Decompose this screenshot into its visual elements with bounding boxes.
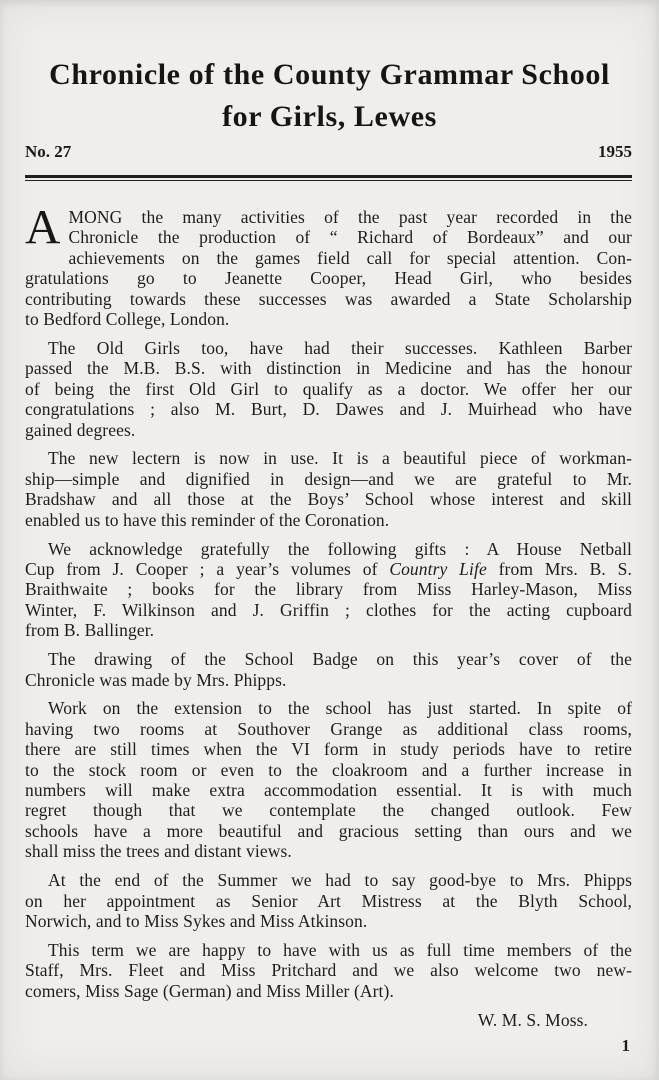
text-line: shall miss the trees and distant views.: [25, 841, 292, 862]
article-body: [25, 199, 632, 1030]
paragraph: [25, 698, 632, 861]
text-line: congratulations ; also M. Burt, D. Dawes and J. Muirhead who have: [25, 399, 632, 420]
text-line: gained degrees.: [25, 419, 136, 440]
text-line: of being the first Old Girl to qualify as a doctor. We offer her our: [25, 378, 632, 399]
paragraph: [25, 940, 632, 1001]
paragraph: [25, 870, 632, 931]
text-line: having two rooms at Southover Grange as additional class rooms,: [25, 718, 632, 739]
issue-number: No. 27: [25, 142, 72, 161]
issue-year: 1955: [598, 142, 632, 161]
title-line-1: Chronicle of the County Grammar School: [49, 58, 610, 91]
text-line: The drawing of the School Badge on this year’s cover of the: [48, 649, 632, 670]
text-line: to Bedford College, London.: [25, 309, 230, 330]
drop-cap: A: [25, 199, 61, 254]
text-line: Staff, Mrs. Fleet and Miss Pritchard and we also welcome two new-: [25, 960, 632, 981]
text-line: on her appointment as Senior Art Mistress at the Blyth School,: [25, 890, 632, 911]
paragraph: [25, 448, 632, 530]
text-line: We acknowledge gratefully the following gifts : A House Netball: [48, 538, 632, 559]
text-line: from B. Ballinger.: [25, 620, 155, 641]
text-line: numbers will make extra accommodation essential. It is with much: [25, 780, 632, 801]
text-line: achievements on the games field call for special attention. Con-: [68, 247, 632, 268]
text-segment: Cup from J. Cooper ; a year’s volumes of: [25, 559, 390, 579]
text-line: contributing towards these successes was awarded a State Scholarship: [25, 288, 632, 309]
text-line: gratulations go to Jeanette Cooper, Head Girl, who besides: [25, 268, 632, 289]
text-line: Chronicle the production of “ Richard of Bordeaux” and our: [68, 227, 632, 248]
text-line: there are still times when the VI form in study periods have to retire: [25, 739, 632, 760]
text-line: [25, 559, 632, 579]
paragraph: [25, 338, 632, 440]
text-line: schools have a more beautiful and gracious setting than ours and we: [25, 820, 632, 841]
text-line: passed the M.B. B.S. with distinction in Medicine and has the honour: [25, 358, 632, 379]
publication-title: [0, 54, 659, 138]
publication-name-italic: Country Life: [389, 559, 487, 579]
double-rule: [25, 175, 632, 181]
text-line: comers, Miss Sage (German) and Miss Miller (Art).: [25, 980, 394, 1001]
text-line: to the stock room or even to the cloakroom and a further increase in: [25, 759, 632, 780]
text-line: Chronicle was made by Mrs. Phipps.: [25, 669, 287, 690]
text-line: Braithwaite ; books for the library from Miss Harley-Mason, Miss: [25, 579, 632, 600]
paragraph: [25, 199, 632, 330]
text-line: The new lectern is now in use. It is a beautiful piece of workman-: [48, 448, 632, 469]
text-line: enabled us to have this reminder of the Coronation.: [25, 509, 390, 530]
text-line: Bradshaw and all those at the Boys’ School whose interest and skill: [25, 489, 632, 510]
text-line: Norwich, and to Miss Sykes and Miss Atkinson.: [25, 911, 368, 931]
issue-row: [25, 142, 632, 162]
text-line: The Old Girls too, have had their successes. Kathleen Barber: [48, 337, 632, 358]
paragraph: [25, 649, 632, 690]
text-line: ship—simple and dignified in design—and we are grateful to Mr.: [25, 468, 632, 489]
masthead: [0, 0, 659, 181]
text-line: This term we are happy to have with us as full time members of the: [48, 939, 632, 960]
text-segment: from Mrs. B. S.: [486, 559, 632, 579]
paragraph: [25, 539, 632, 641]
author-signature: W. M. S. Moss.: [477, 1009, 588, 1030]
text-line: Winter, F. Wilkinson and J. Griffin ; clothes for the acting cupboard: [25, 599, 632, 620]
title-line-2: for Girls, Lewes: [222, 100, 437, 133]
text-line: Work on the extension to the school has just started. In spite of: [48, 698, 632, 719]
text-line: At the end of the Summer we had to say good-bye to Mrs. Phipps: [48, 870, 632, 891]
page-number: 1: [621, 1036, 630, 1055]
text-line: MONG the many activities of the past year recorded in the: [68, 207, 632, 227]
text-line: regret though that we contemplate the changed outlook. Few: [25, 800, 632, 821]
